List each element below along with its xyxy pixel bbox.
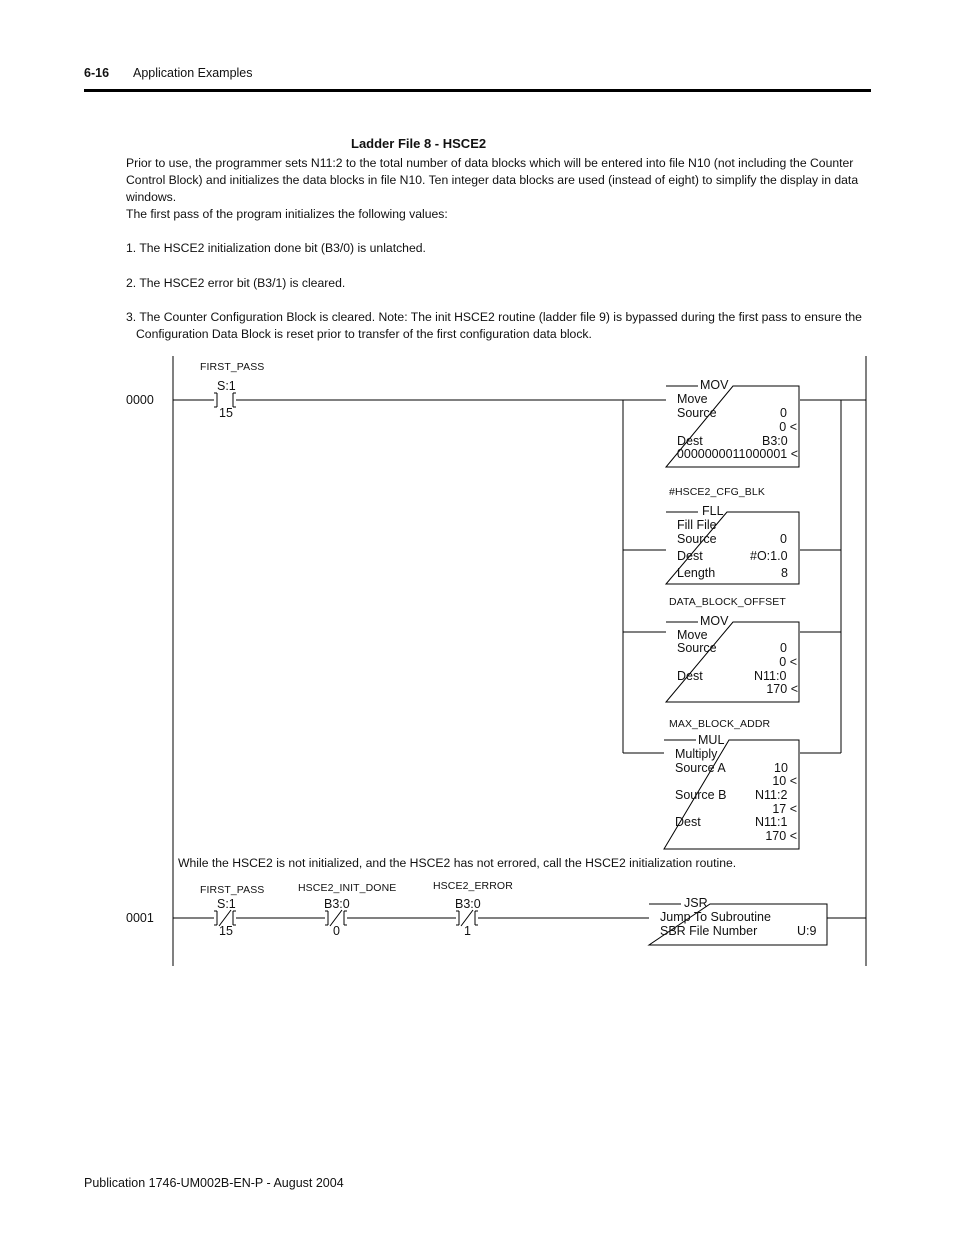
mul-mnemonic: MUL	[698, 733, 725, 747]
fll-source-value: 0	[780, 532, 787, 546]
rung-number-0: 0000	[126, 393, 154, 407]
fll-source-label: Source	[677, 532, 717, 546]
mul-symbol: MAX_BLOCK_ADDR	[669, 718, 771, 730]
mov2-dest-addr: N11:0	[754, 669, 787, 683]
jsr-title: Jump To Subroutine	[660, 910, 771, 924]
mov1-source-addr: 0	[780, 406, 787, 420]
contact-symbol: FIRST_PASS	[200, 361, 265, 373]
xic-contact	[214, 393, 236, 407]
section-title: Ladder File 8 - HSCE2	[351, 136, 487, 151]
mul-source-b-label: Source B	[675, 788, 727, 802]
intro-paragraph: Prior to use, the programmer sets N11:2 to the total number of data blocks which will be entered into file N10 (not including the Counter Control Block) and initializes the data blocks in file N10. Ten integer data blocks are used (instead of eight) to simplify the display in data windows.	[126, 156, 859, 204]
mov2-symbol: DATA_BLOCK_OFFSET	[669, 596, 786, 608]
mov2-source-label: Source	[677, 641, 717, 655]
mov2-dest-label: Dest	[677, 669, 703, 683]
fll-title: Fill File	[677, 518, 717, 532]
mov1-dest-value: 0000000011000001 <	[676, 447, 798, 461]
list-item-1: 1. The HSCE2 initialization done bit (B3/0) is unlatched.	[126, 241, 426, 255]
mul-dest-value: 170 <	[765, 829, 797, 843]
mov2-mnemonic: MOV	[700, 614, 729, 628]
xio1-address: S:1	[217, 897, 236, 911]
fll-length-label: Length	[677, 566, 716, 580]
fll-dest-label: Dest	[677, 549, 703, 563]
intro-first-pass: The first pass of the program initializes the following values:	[126, 207, 448, 221]
contact-address: S:1	[217, 379, 236, 393]
fll-symbol: #HSCE2_CFG_BLK	[669, 486, 765, 498]
mov2-source-addr: 0	[780, 641, 787, 655]
xio3-address: B3:0	[455, 897, 481, 911]
mov1-source-label: Source	[677, 406, 717, 420]
mul-source-a-value: 10 <	[772, 774, 797, 788]
mul-source-a-addr: 10	[774, 761, 788, 775]
mov1-source-value: 0 <	[779, 420, 797, 434]
mul-dest-addr: N11:1	[755, 815, 788, 829]
list-item-2: 2. The HSCE2 error bit (B3/1) is cleared.	[126, 276, 346, 290]
fll-dest-value: #O:1.0	[750, 549, 788, 563]
rung-number-1: 0001	[126, 911, 154, 925]
jsr-file-label: SBR File Number	[660, 924, 758, 938]
jsr-mnemonic: JSR	[684, 896, 708, 910]
mov1-dest-addr: B3:0	[762, 434, 788, 448]
xio2-address: B3:0	[324, 897, 350, 911]
mul-dest-label: Dest	[675, 815, 701, 829]
xio1-bit: 15	[219, 924, 233, 938]
mul-source-b-value: 17 <	[772, 802, 797, 816]
fll-length-value: 8	[781, 566, 788, 580]
mov2-dest-value: 170 <	[766, 682, 798, 696]
fll-mnemonic: FLL	[702, 504, 724, 518]
contact-bit: 15	[219, 406, 233, 420]
rung-comment: While the HSCE2 is not initialized, and the HSCE2 has not errored, call the HSCE2 initialization routine.	[178, 856, 737, 870]
jsr-file-value: U:9	[797, 924, 817, 938]
mov1-title: Move	[677, 392, 708, 406]
mov1-mnemonic: MOV	[700, 378, 729, 392]
mul-source-a-label: Source A	[675, 761, 726, 775]
list-item-3: 3. The Counter Configuration Block is cleared. Note: The init HSCE2 routine (ladder file 9) is bypassed during the first pass to ensure the Configuration Data Block is reset prior to transfer of the first configuration data block.	[126, 310, 862, 341]
publication-footer: Publication 1746-UM002B-EN-P - August 2004	[84, 1176, 344, 1190]
xio2-bit: 0	[333, 924, 340, 938]
page-number: 6-16	[84, 66, 110, 80]
xio3-bit: 1	[464, 924, 471, 938]
xio3-symbol: HSCE2_ERROR	[433, 880, 513, 892]
mov1-dest-label: Dest	[677, 434, 703, 448]
running-header: Application Examples	[133, 66, 253, 80]
mul-source-b-addr: N11:2	[755, 788, 788, 802]
mul-title: Multiply	[675, 747, 718, 761]
xio1-symbol: FIRST_PASS	[200, 884, 265, 896]
mov2-source-value: 0 <	[779, 655, 797, 669]
mov2-title: Move	[677, 628, 708, 642]
xio2-symbol: HSCE2_INIT_DONE	[298, 882, 397, 894]
